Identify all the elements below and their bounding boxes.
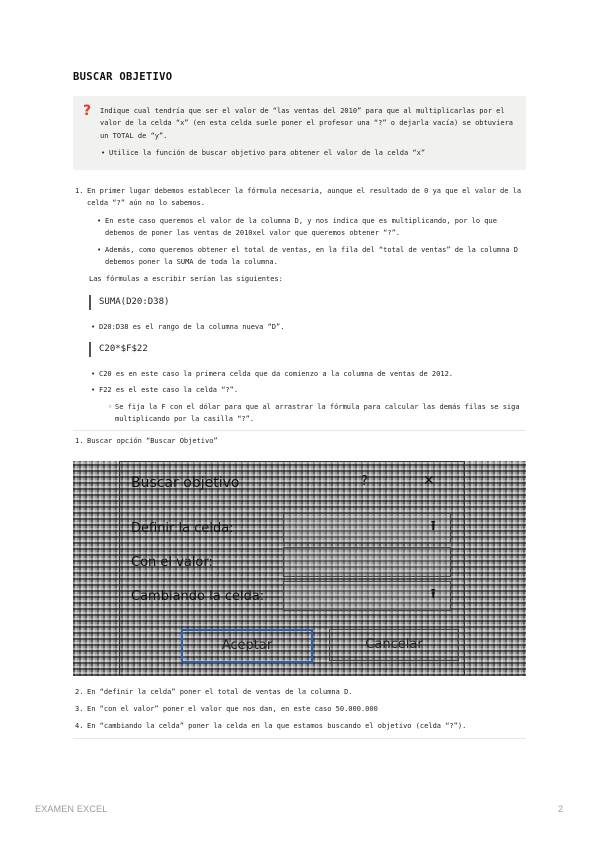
callout-box bbox=[73, 96, 526, 170]
list-item: • D20:D38 es el rango de la columna nueva “D”. bbox=[99, 322, 284, 334]
list-number: 4. bbox=[75, 722, 84, 730]
field-label: Definir la celda: bbox=[131, 521, 234, 536]
collapse-icon: ⭱ bbox=[431, 519, 436, 534]
sub-list-item: ◦ Se fija la F con el dólar para que al arrastrar la fórmula para calcular las demás filas se siga multiplicando por la casilla “?”. bbox=[115, 402, 523, 425]
define-cell-input bbox=[283, 513, 451, 543]
code-block: C20*$F$22 bbox=[89, 342, 148, 357]
help-icon: ? bbox=[361, 474, 368, 489]
close-icon: ✕ bbox=[423, 473, 435, 489]
value-input bbox=[283, 547, 451, 577]
step-text: En “definir la celda” poner el total de ventas de la columna D. bbox=[87, 688, 353, 696]
list-number: 1. bbox=[75, 187, 84, 195]
page-title: BUSCAR OBJETIVO bbox=[73, 71, 173, 83]
step-text: En primer lugar debemos establecer la fórmula necesaria, aunque el resultado de 0 ya que el valor de la celda “?” aún no lo sabemos. bbox=[87, 187, 522, 207]
step-text: Buscar opción “Buscar Objetivo” bbox=[87, 437, 218, 445]
list-number: 2. bbox=[75, 688, 84, 696]
list-item: • C20 es en este caso la primera celda que da comienzo a la columna de ventas de 2012. bbox=[99, 369, 453, 381]
code-block: SUMA(D20:D38) bbox=[89, 295, 169, 310]
collapse-icon: ⭱ bbox=[431, 587, 436, 602]
field-label: Con el valor: bbox=[131, 555, 213, 570]
divider bbox=[73, 738, 526, 739]
list-item: • En este caso queremos el valor de la columna D, y nos indica que es multiplicando, por lo que debemos de poner las ventas de 2010xel valor que queremos obtener “?”. bbox=[105, 216, 524, 239]
footer-title: EXAMEN EXCEL bbox=[35, 804, 108, 814]
cancel-button: Cancelar bbox=[329, 629, 459, 661]
dialog-title: Buscar objetivo bbox=[131, 475, 240, 491]
field-label: Cambiando la celda: bbox=[131, 589, 265, 604]
step-text: En “con el valor” poner el valor que nos dan, en este caso 50.000.000 bbox=[87, 705, 378, 713]
list-item: • F22 es el este caso la celda “?”. bbox=[99, 385, 238, 397]
list-item: • Además, como queremos obtener el total de ventas, en la fila del “total de ventas” de la columna D debemos poner la SUMA de toda la columna. bbox=[105, 245, 524, 268]
formulas-intro: Las fórmulas a escribir serían las siguientes: bbox=[89, 275, 283, 283]
callout-bullet: • Utilice la función de buscar objetivo para obtener el valor de la celda “x” bbox=[109, 147, 425, 159]
question-mark-icon: ? bbox=[83, 103, 92, 119]
page-number: 2 bbox=[558, 804, 564, 814]
list-number: 1. bbox=[75, 437, 84, 445]
dialog-screenshot-image bbox=[73, 461, 526, 676]
step-text: En “cambiando la celda” poner la celda en la que estamos buscando el objetivo (celda “?”). bbox=[87, 722, 467, 730]
list-number: 3. bbox=[75, 705, 84, 713]
ok-button: Aceptar bbox=[181, 629, 313, 663]
changing-cell-input bbox=[283, 581, 451, 611]
callout-text: Indique cual tendría que ser el valor de “las ventas del 2010” para que al multiplicarlas por el valor de la celda “x” (en esta celda suele poner el profesor una “?” o dejarla vacía) se obtuviera un TOTAL de “y”. bbox=[100, 107, 514, 140]
divider bbox=[73, 430, 526, 431]
